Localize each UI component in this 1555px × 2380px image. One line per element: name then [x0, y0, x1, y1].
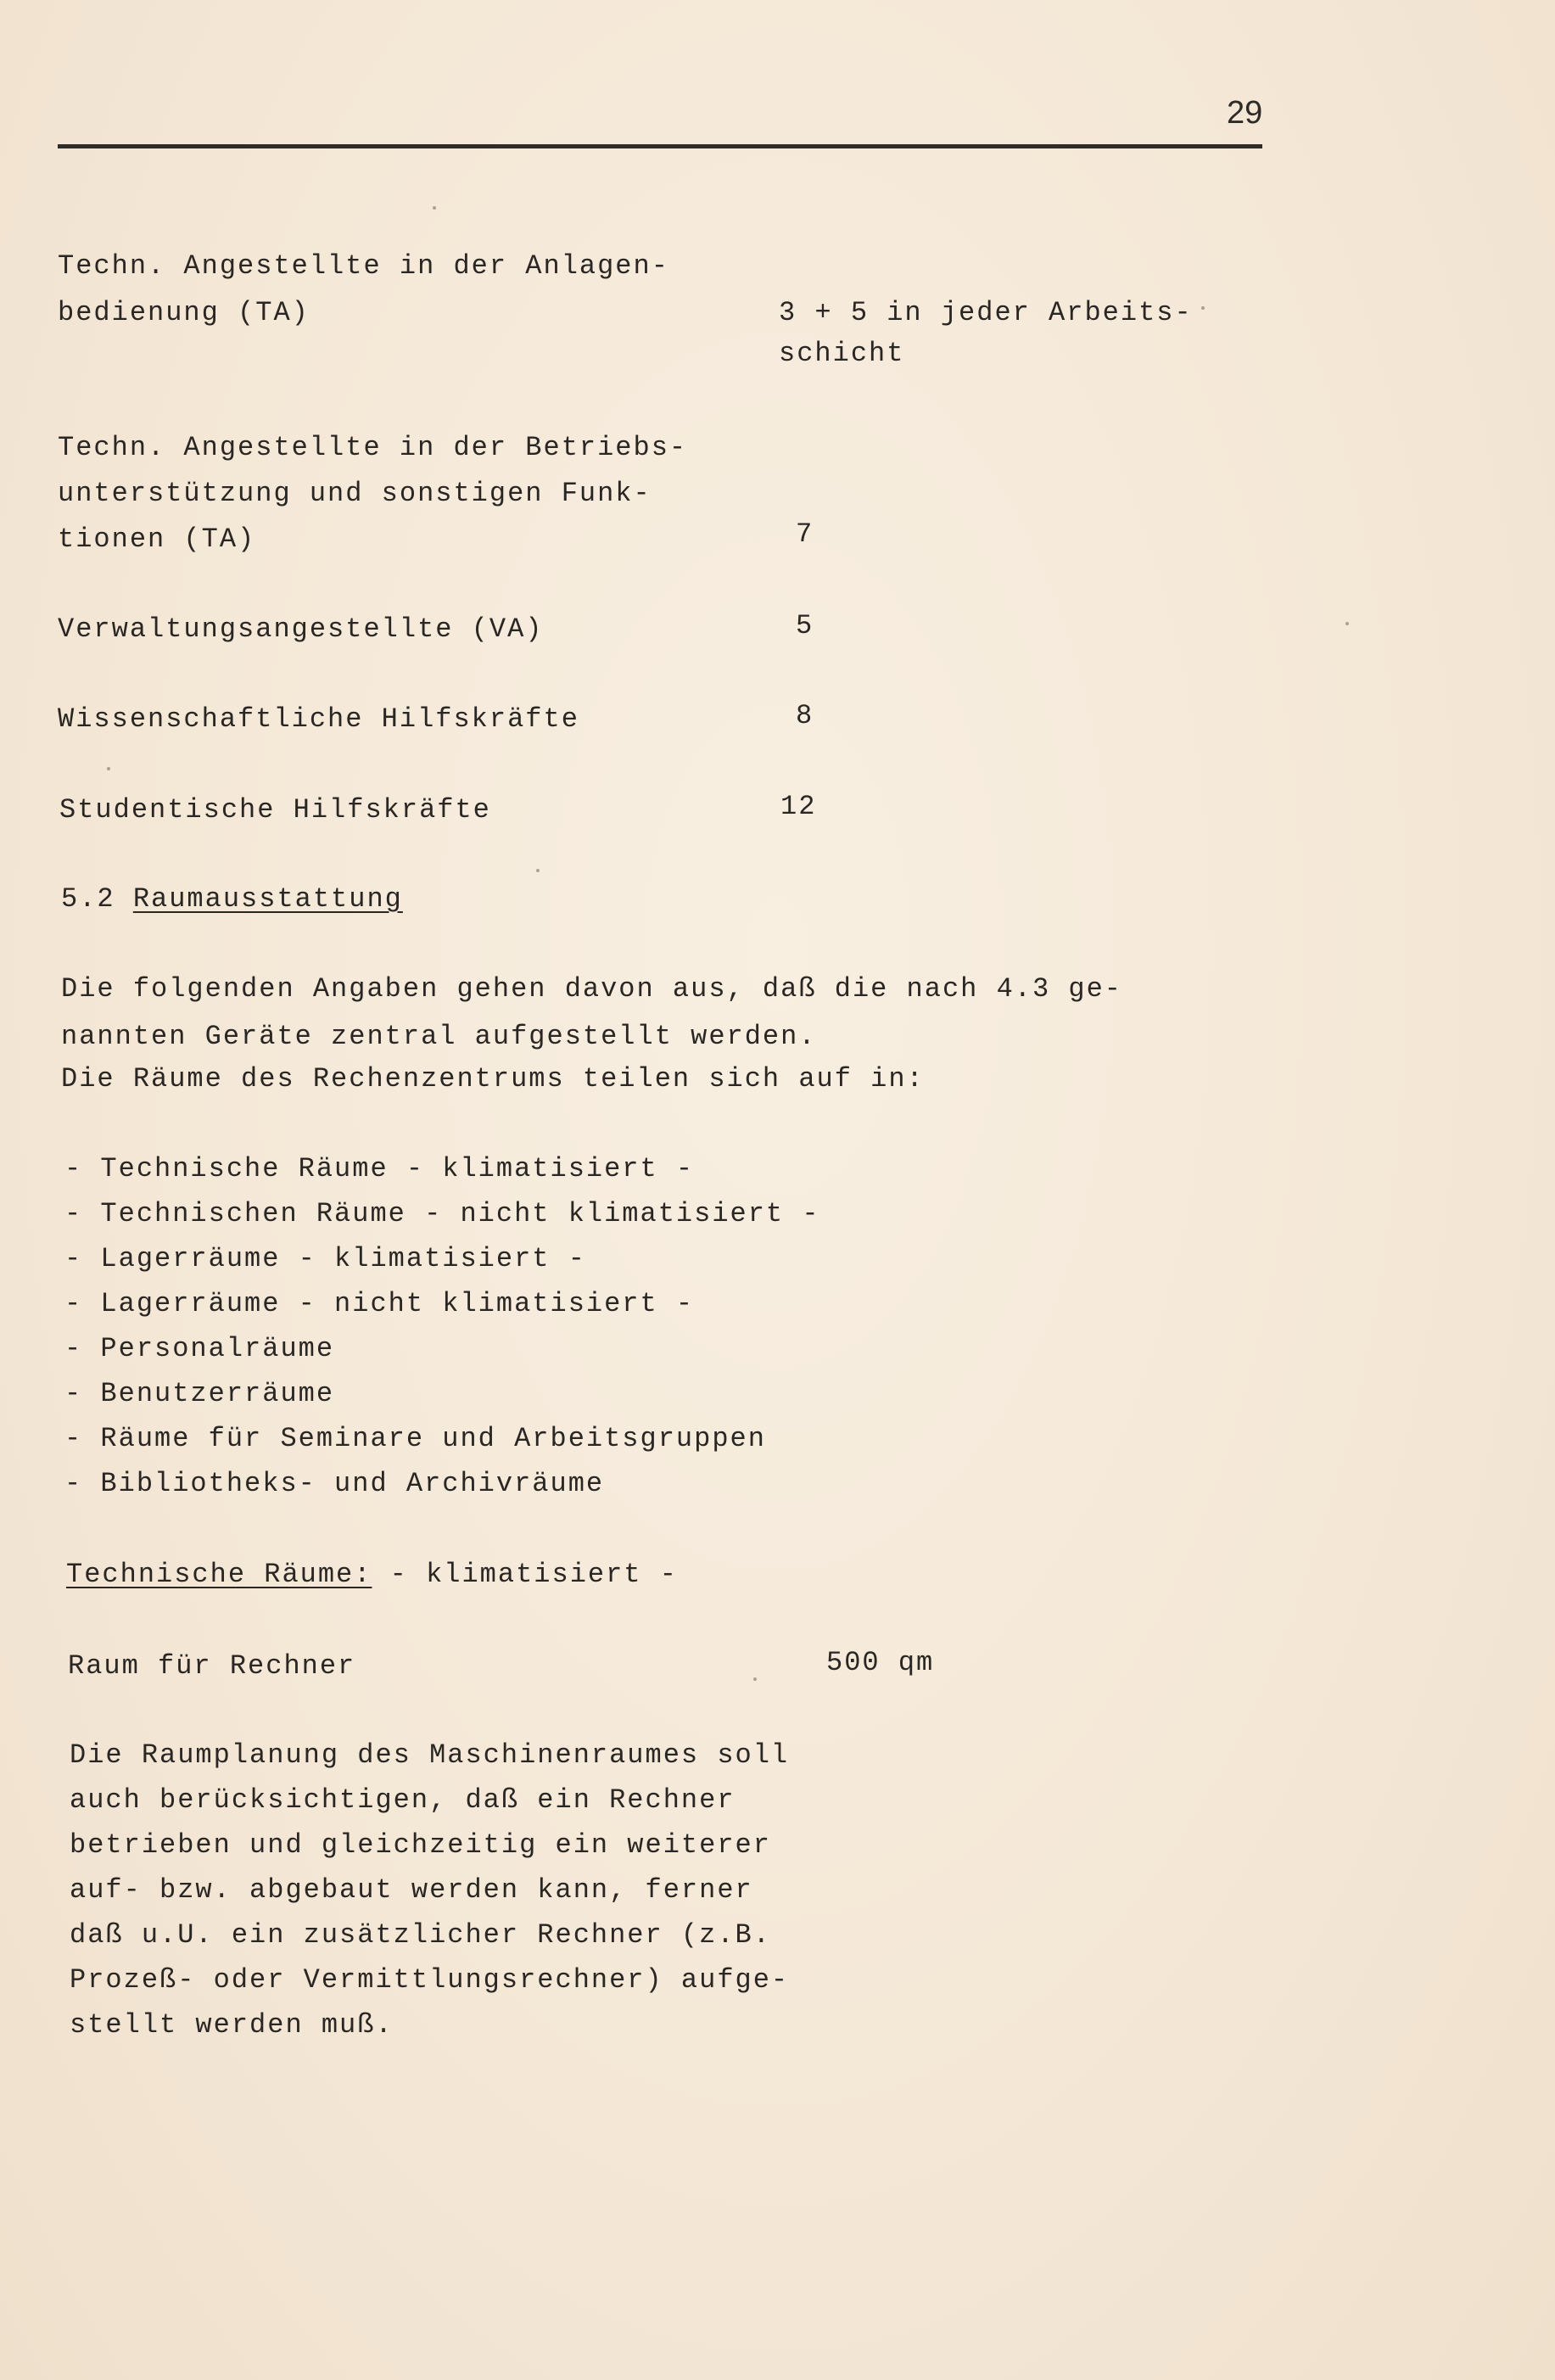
paragraph-line: betrieben und gleichzeitig ein weiterer	[70, 1829, 771, 1861]
staff-value-line: 8	[796, 700, 814, 731]
subsection-suffix: - klimatisiert -	[372, 1559, 678, 1590]
list-item: - Bibliotheks- und Archivräume	[64, 1468, 605, 1499]
staff-label-line: Wissenschaftliche Hilfskräfte	[58, 703, 579, 735]
paper-speck	[1201, 306, 1205, 310]
staff-label-line: Techn. Angestellte in der Betriebs-	[58, 432, 688, 463]
list-item: - Räume für Seminare und Arbeitsgruppen	[64, 1423, 766, 1454]
subsection-heading	[66, 1558, 678, 1592]
paper-speck	[536, 869, 540, 872]
section-title: Raumausstattung	[132, 883, 403, 915]
paper-speck	[753, 1677, 757, 1681]
paragraph-line: Die Raumplanung des Maschinenraumes soll	[70, 1739, 790, 1771]
staff-label-line: Verwaltungsangestellte (VA)	[58, 613, 544, 645]
staff-value-line: 7	[796, 518, 814, 550]
staff-value-line: schicht	[779, 338, 905, 369]
paragraph-line: stellt werden muß.	[70, 2009, 394, 2041]
paper-speck	[1345, 622, 1349, 625]
paragraph-line: daß u.U. ein zusätzlicher Rechner (z.B.	[70, 1919, 771, 1951]
header-rule	[58, 144, 1262, 148]
list-item: - Technische Räume - klimatisiert -	[64, 1153, 695, 1184]
section-number: 5.2	[61, 883, 115, 915]
paper-speck	[433, 206, 436, 210]
staff-value-line: 5	[796, 610, 814, 641]
staff-label-line: tionen (TA)	[58, 524, 256, 555]
staff-label-line: unterstützung und sonstigen Funk-	[58, 478, 652, 509]
intro-line: Die Räume des Rechenzentrums teilen sich auf in:	[61, 1063, 925, 1095]
paragraph-line: auf- bzw. abgebaut werden kann, ferner	[70, 1874, 753, 1906]
staff-value-line: 12	[780, 791, 817, 822]
room-item-value: 500 qm	[826, 1647, 935, 1678]
room-item-label: Raum für Rechner	[68, 1650, 356, 1682]
staff-label-line: Techn. Angestellte in der Anlagen-	[58, 250, 669, 282]
list-item: - Lagerräume - nicht klimatisiert -	[64, 1288, 695, 1319]
page-number: 29	[1227, 95, 1263, 131]
paragraph-line: Prozeß- oder Vermittlungsrechner) aufge-	[70, 1964, 790, 1996]
paragraph-line: auch berücksichtigen, daß ein Rechner	[70, 1784, 736, 1816]
list-item: - Lagerräume - klimatisiert -	[64, 1243, 586, 1274]
list-item: - Benutzerräume	[64, 1378, 335, 1409]
list-item: - Technischen Räume - nicht klimatisiert -	[64, 1198, 820, 1229]
subsection-title: Technische Räume:	[66, 1559, 372, 1590]
intro-line: nannten Geräte zentral aufgestellt werden.	[61, 1021, 817, 1052]
staff-value-line: 3 + 5 in jeder Arbeits-	[779, 297, 1193, 328]
intro-line: Die folgenden Angaben gehen davon aus, daß die nach 4.3 ge-	[61, 973, 1122, 1005]
section-heading	[61, 882, 403, 916]
staff-label-line: Studentische Hilfskräfte	[59, 794, 491, 826]
staff-label-line: bedienung (TA)	[58, 297, 310, 328]
paper-speck	[107, 767, 110, 770]
list-item: - Personalräume	[64, 1333, 335, 1364]
